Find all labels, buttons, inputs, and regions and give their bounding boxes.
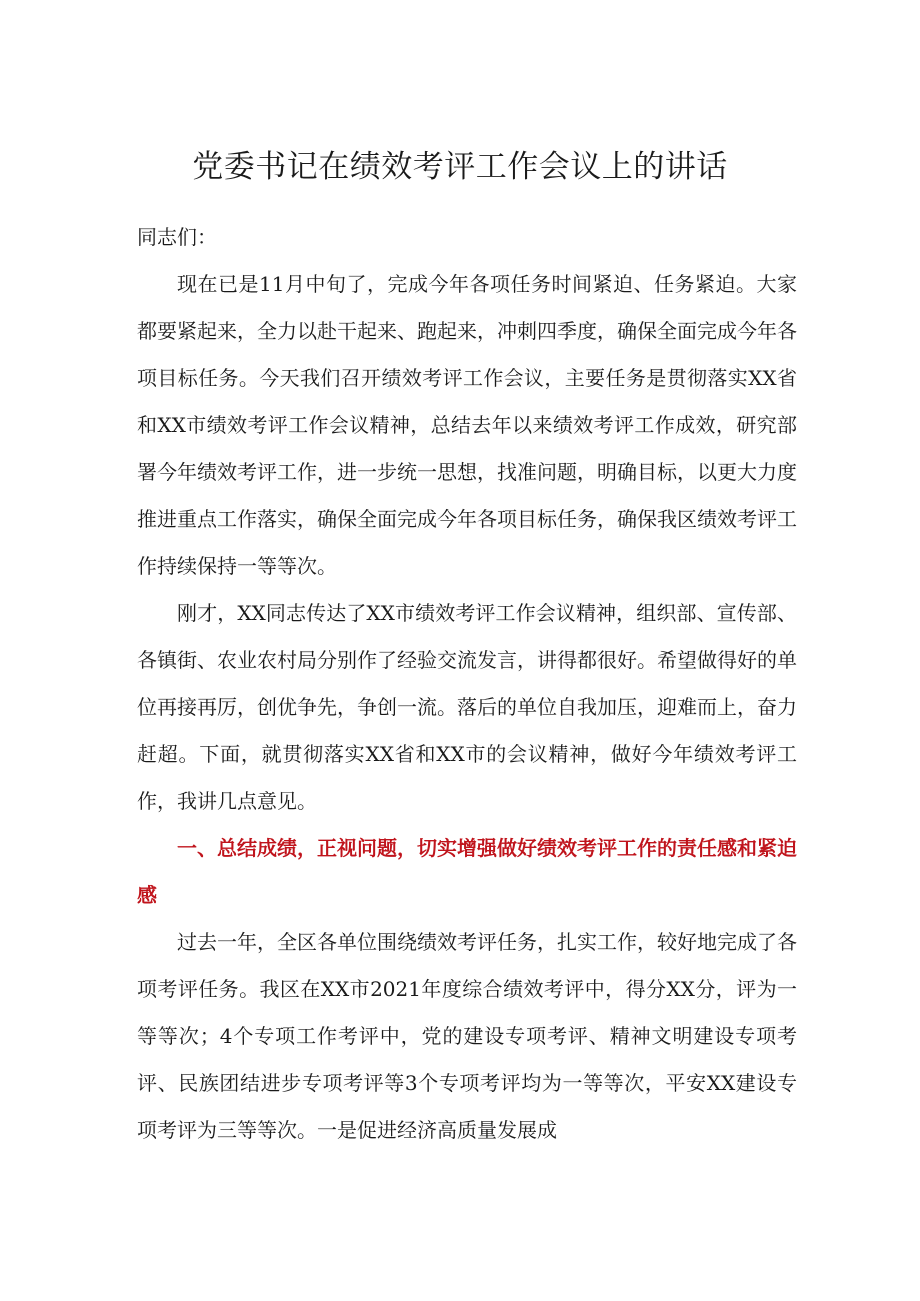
document-title: 党委书记在绩效考评工作会议上的讲话 <box>192 149 728 185</box>
paragraph-intro: 现在已是11月中旬了，完成今年各项任务时间紧迫、任务紧迫。大家都要紧起来，全力以赴干起来、跑起来，冲刺四季度，确保全面完成今年各项目标任务。今天我们召开绩效考评工作会议，主要任务是贯彻落实XX省和XX市绩效考评工作会议精神，总结去年以来绩效考评工作成效，研究部署今年绩效考评工作，进一步统一思想，找准问题，明确目标，以更大力度推进重点工作落实，确保全面完成今年各项目标任务，确保我区绩效考评工作持续保持一等等次。 <box>137 272 797 578</box>
section-heading: 一、总结成绩，正视问题，切实增强做好绩效考评工作的责任感和紧迫感 <box>137 836 797 907</box>
salutation: 同志们： <box>137 225 217 249</box>
paragraph-achievements: 过去一年，全区各单位围绕绩效考评任务，扎实工作，较好地完成了各项考评任务。我区在XX市2021年度综合绩效考评中，得分XX分，评为一等等次；4个专项工作考评中，党的建设专项考评、精神文明建设专项考评、民族团结进步专项考评等3个专项考评均为一等等次，平安XX建设专项考评为三等等次。一是促进经济高质量发展成 <box>137 930 797 1142</box>
document-body <box>137 214 797 1154</box>
paragraph-arrangement: 刚才，XX同志传达了XX市绩效考评工作会议精神，组织部、宣传部、各镇街、农业农村局分别作了经验交流发言，讲得都很好。希望做得好的单位再接再厉，创优争先，争创一流。落后的单位自我加压，迎难而上，奋力赶超。下面，就贯彻落实XX省和XX市的会议精神，做好今年绩效考评工作，我讲几点意见。 <box>137 601 797 813</box>
